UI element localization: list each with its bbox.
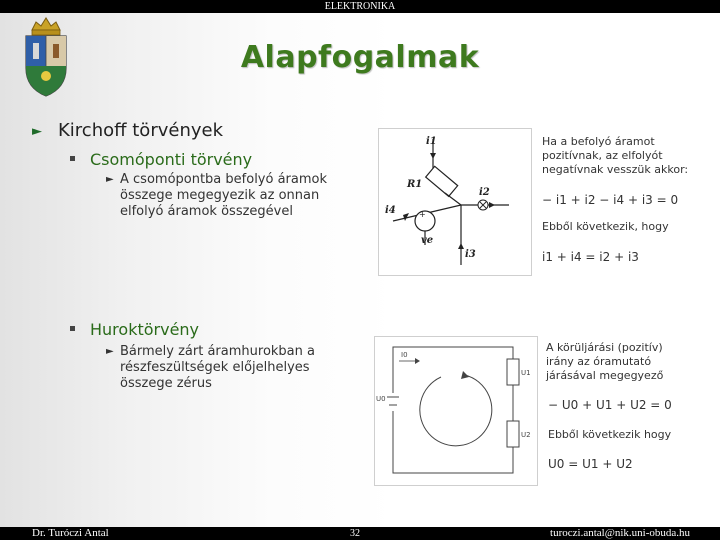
label-ve: ve [421,235,434,246]
loop-equation-1: − U0 + U1 + U2 = 0 [548,398,672,412]
node-equation-1: − i1 + i2 − i4 + i3 = 0 [542,193,679,207]
footer-page-number: 32 [350,528,360,539]
label-i2: i2 [479,187,490,198]
triangle-bullet-icon: ► [106,346,114,357]
square-bullet-icon [70,326,75,331]
triangle-bullet-icon: ► [106,174,114,185]
node-conclusion: Ebből következik, hogy [542,220,669,233]
section-heading-loop-text: Huroktörvény [90,320,200,339]
label-i4: i4 [385,205,396,216]
loop-conclusion: Ebből következik hogy [548,428,672,441]
footer-author: Dr. Turóczi Antal [32,527,109,539]
square-bullet-icon [70,156,75,161]
section-text-node-text: A csomópontba befolyó áramok összege megegyezik az onnan elfolyó áramok összegével [120,172,328,219]
node-equation-2: i1 + i4 = i2 + i3 [542,250,639,264]
header-title: ELEKTRONIKA [324,1,396,12]
loop-note: A körüljárási (pozitív) irány az óramutató járásával megegyező [546,341,664,382]
label-u0: U0 [376,395,386,403]
label-u1: U1 [521,369,531,377]
bullet-kirchoff-text: Kirchoff törvények [58,120,224,141]
loop-law-diagram [374,336,538,486]
label-R1: R1 [407,179,423,190]
label-i1: i1 [426,136,437,147]
slide-title: Alapfogalmak [240,40,480,75]
section-heading-node-text: Csomóponti törvény [90,150,253,169]
label-u2: U2 [521,431,531,439]
svg-text:+: + [419,210,426,219]
node-law-diagram [378,128,532,276]
section-text-loop-text: Bármely zárt áramhurokban a részfeszültségek előjelhelyes összege zérus [120,344,315,391]
footer-email: turoczi.antal@nik.uni-obuda.hu [550,527,690,539]
loop-equation-2: U0 = U1 + U2 [548,457,633,471]
node-note: Ha a befolyó áramot pozitívnak, az elfolyót negatívnak vesszük akkor: [542,135,689,176]
label-i0: I0 [401,351,408,359]
triangle-bullet-icon: ► [32,124,42,139]
label-i3: i3 [465,249,476,260]
